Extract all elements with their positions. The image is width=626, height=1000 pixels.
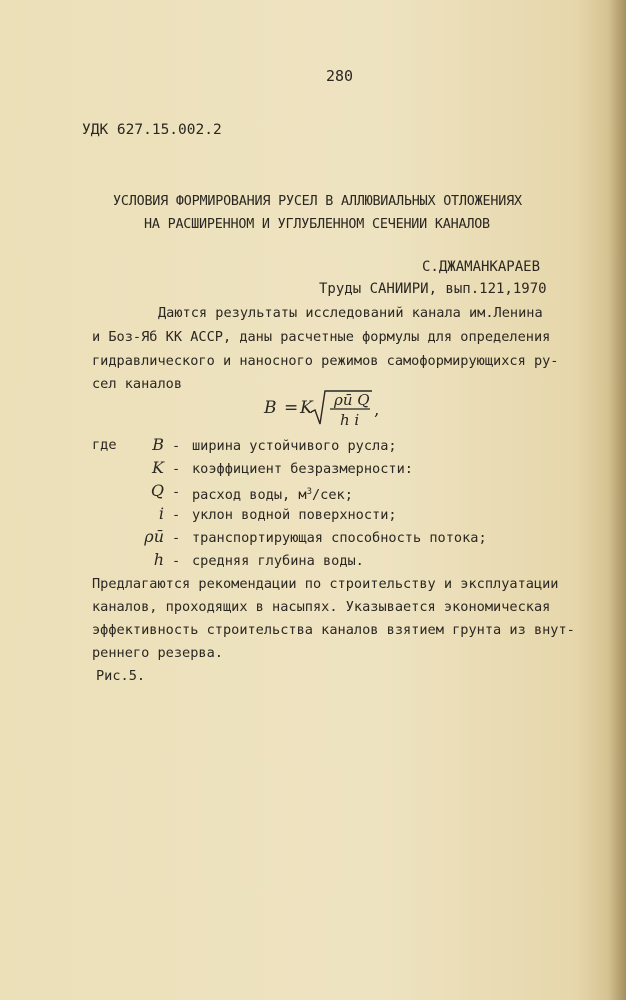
recommendation-line-4: реннего резерва. [92, 645, 223, 661]
definition-dash: - [172, 530, 181, 546]
definition-text: уклон водной поверхности; [192, 507, 397, 523]
author: С.ДЖАМАНКАРАЕВ [422, 259, 541, 275]
formula-coef: K [300, 398, 313, 418]
definition-text-tail: /сек; [312, 487, 353, 503]
definition-superscript: 3 [306, 487, 312, 497]
definition-text: ширина устойчивого русла; [192, 438, 397, 454]
definition-text: средняя глубина воды. [192, 553, 364, 569]
definition-symbol: B [152, 435, 164, 454]
definition-dash: - [172, 553, 181, 569]
formula-equals: = [284, 398, 299, 418]
page-number: 280 [326, 67, 354, 85]
formula-numerator: ρū Q [334, 391, 370, 409]
source-reference: Труды САНИИРИ, вып.121,1970 [319, 281, 547, 297]
figures-count: Рис.5. [96, 668, 146, 684]
title-line-1: УСЛОВИЯ ФОРМИРОВАНИЯ РУСЕЛ В АЛЛЮВИАЛЬНЫХ ОТЛОЖЕНИЯХ [113, 194, 522, 209]
abstract-line-2: и Боз-Яб КК АССР, даны расчетные формулы для определения [92, 329, 551, 345]
abstract-line-4: сел каналов [92, 376, 183, 392]
definition-symbol: K [152, 458, 164, 477]
definition-dash: - [172, 484, 181, 500]
definition-symbol: Q [150, 481, 164, 500]
definition-symbol: h [153, 550, 164, 569]
where-label: где [92, 437, 117, 453]
definition-dash: - [172, 507, 181, 523]
definition-dash: - [172, 461, 181, 477]
recommendation-line-2: каналов, проходящих в насыпях. Указывается экономическая [92, 599, 551, 615]
recommendation-line-3: эффективность строительства каналов взятием грунта из внут- [92, 622, 575, 638]
abstract-line-1: Даются результаты исследований канала им.Ленина [158, 305, 543, 321]
definition-symbol: ρū [144, 527, 164, 546]
recommendation-line-1: Предлагаются рекомендации по строительству и эксплуатации [92, 576, 559, 592]
definition-text: расход воды, м [192, 487, 307, 503]
formula-trailing: , [374, 400, 380, 420]
definition-symbol: i [158, 504, 164, 523]
definition-text-group [192, 484, 353, 503]
definition-text: коэффициент безразмерности: [192, 461, 413, 477]
formula-lhs: B [264, 398, 277, 418]
title-line-2: НА РАСШИРЕННОМ И УГЛУБЛЕННОМ СЕЧЕНИИ КАНАЛОВ [144, 217, 490, 232]
formula-denominator: h i [340, 411, 360, 429]
abstract-line-3: гидравлического и наносного режимов самоформирующихся ру- [92, 353, 559, 369]
definition-text: транспортирующая способность потока; [192, 530, 487, 546]
definition-dash: - [172, 438, 181, 454]
width-formula [264, 388, 394, 432]
udc-code: УДК 627.15.002.2 [82, 122, 222, 138]
